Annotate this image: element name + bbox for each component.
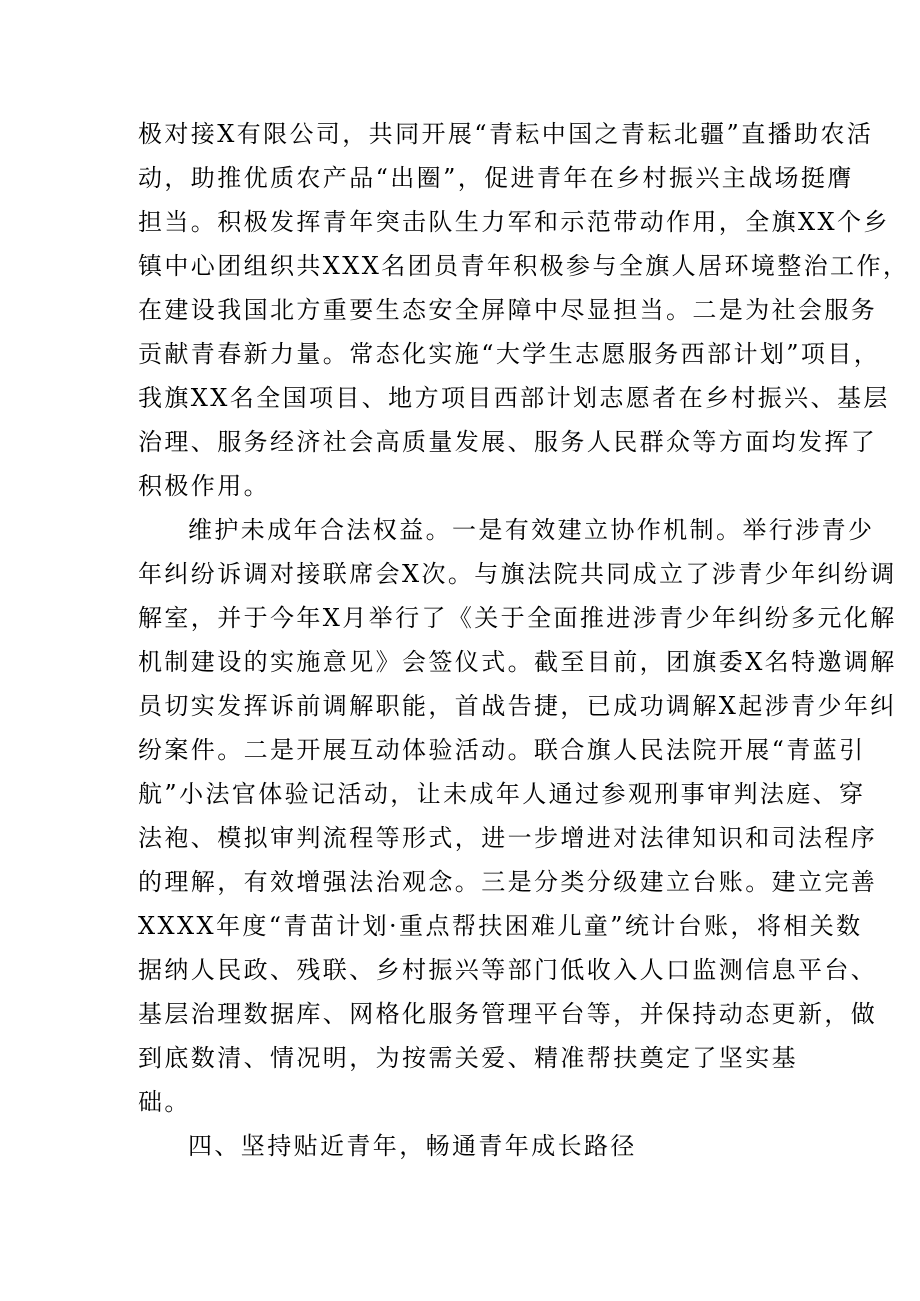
text-line-6: 贡献青春新力量。常态化实施“大学生志愿服务西部计划”项目，	[138, 340, 881, 368]
text-line-16: 航”小法官体验记活动，让未成年人通过参观刑事审判法庭、穿	[138, 780, 866, 808]
text-line-18: 的理解，有效增强法治观念。三是分类分级建立台账。建立完善	[138, 868, 878, 896]
text-line-1: 极对接X有限公司，共同开展“青耘中国之青耘北疆”直播助农活	[138, 120, 874, 148]
text-line-8: 治理、服务经济社会高质量发展、服务人民群众等方面均发挥了	[138, 428, 878, 456]
text-line-4: 镇中心团组织共XXX名团员青年积极参与全旗人居环境整治工作，	[138, 252, 910, 280]
text-line-13: 机制建设的实施意见》会签仪式。截至目前，团旗委X名特邀调解	[138, 648, 897, 676]
section-heading: 四、坚持贴近青年，畅通青年成长路径	[188, 1132, 637, 1160]
text-line-22: 到底数清、情况明，为按需关爱、精准帮扶奠定了坚实基	[138, 1044, 798, 1072]
text-line-2: 动，助推优质农产品“出圈”，促进青年在乡村振兴主战场挺膺	[138, 164, 854, 192]
text-line-19: XXXX年度“青苗计划·重点帮扶困难儿童”统计台账，将相关数	[138, 912, 863, 940]
text-line-10: 维护未成年合法权益。一是有效建立协作机制。举行涉青少	[188, 516, 875, 544]
text-line-20: 据纳人民政、残联、乡村振兴等部门低收入人口监测信息平台、	[138, 956, 878, 984]
text-line-21: 基层治理数据库、网格化服务管理平台等，并保持动态更新，做	[138, 1000, 878, 1028]
text-line-11: 年纠纷诉调对接联席会X次。与旗法院共同成立了涉青少年纠纷调	[138, 560, 897, 588]
text-line-15: 纷案件。二是开展互动体验活动。联合旗人民法院开展“青蓝引	[138, 736, 866, 764]
text-line-12: 解室，并于今年X月举行了《关于全面推进涉青少年纠纷多元化解	[138, 604, 897, 632]
text-line-7: 我旗XX名全国项目、地方项目西部计划志愿者在乡村振兴、基层	[138, 384, 890, 412]
text-line-23: 础。	[138, 1088, 191, 1116]
text-line-9: 积极作用。	[138, 472, 270, 500]
text-line-17: 法袍、模拟审判流程等形式，进一步增进对法律知识和司法程序	[138, 824, 878, 852]
text-line-5: 在建设我国北方重要生态安全屏障中尽显担当。二是为社会服务	[138, 296, 878, 324]
text-line-14: 员切实发挥诉前调解职能，首战告捷，已成功调解X起涉青少年纠	[138, 692, 897, 720]
text-line-3: 担当。积极发挥青年突击队生力军和示范带动作用，全旗XX个乡	[138, 208, 890, 236]
